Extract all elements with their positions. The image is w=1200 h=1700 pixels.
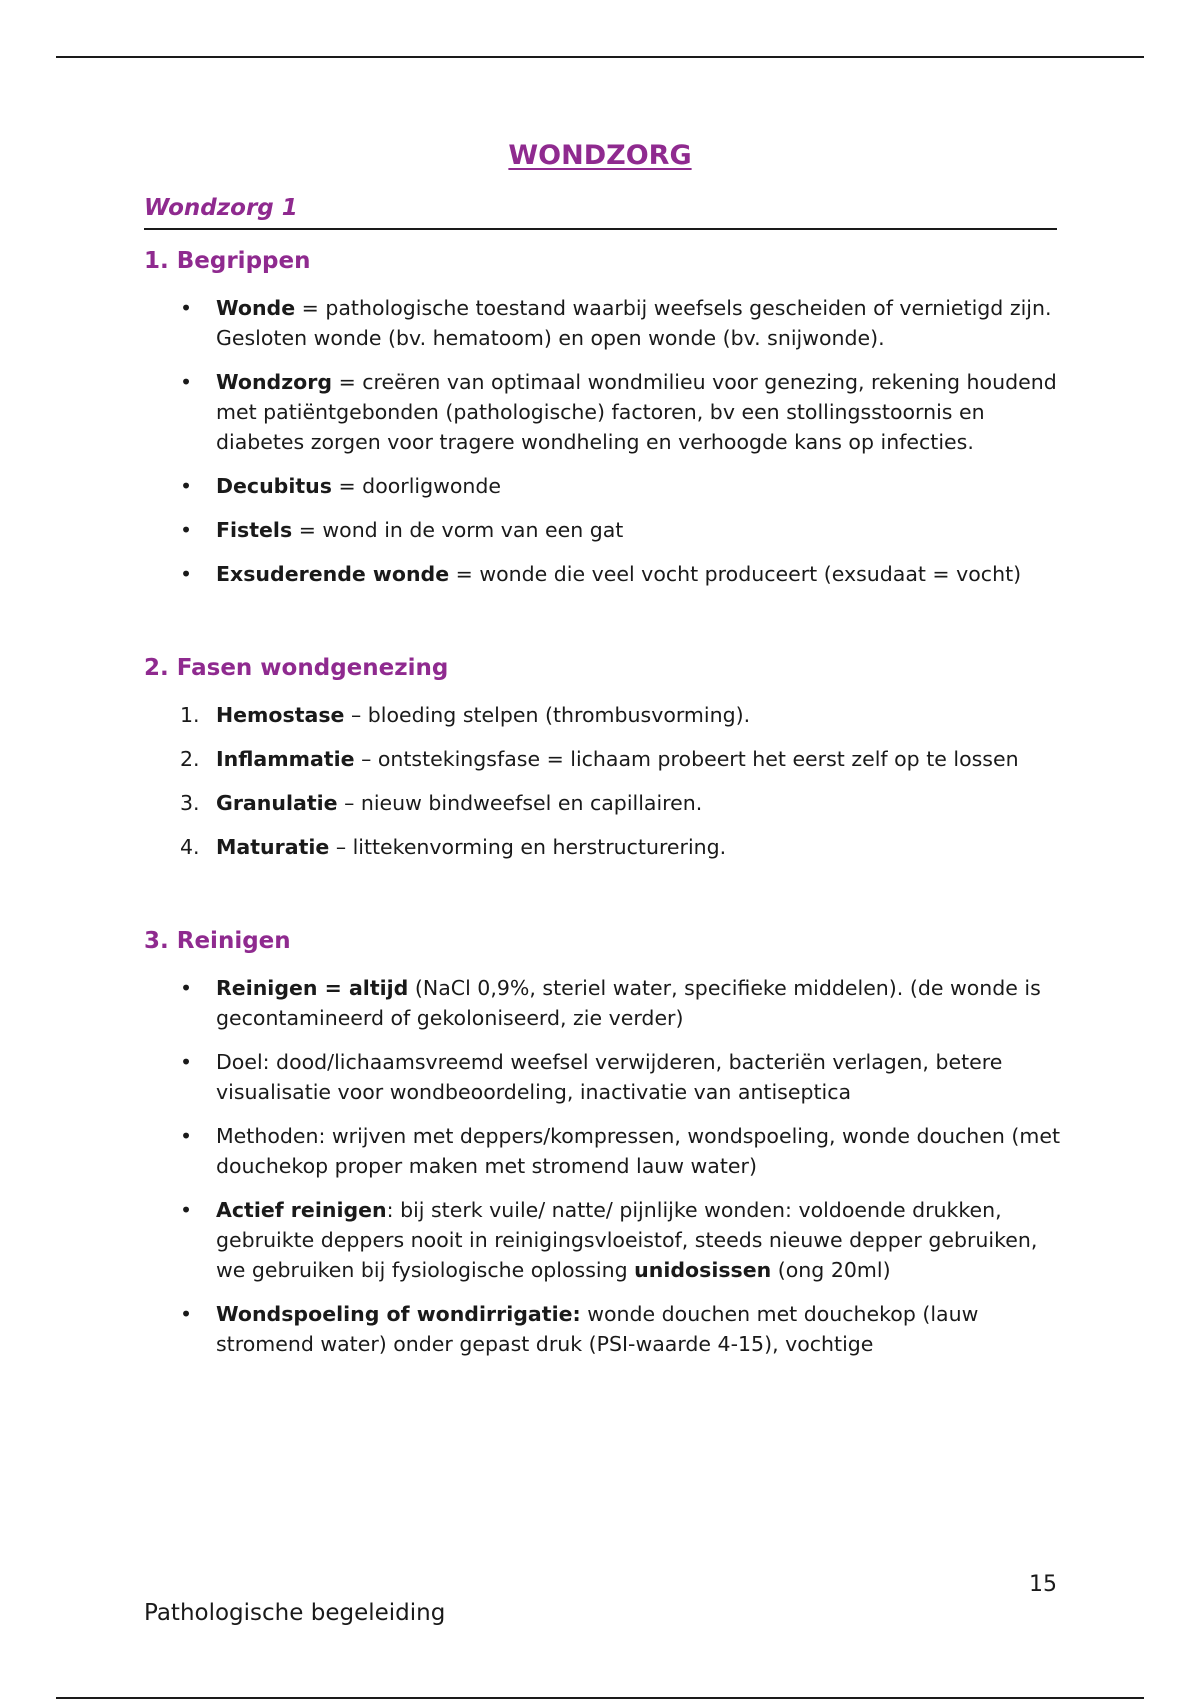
list-item bbox=[144, 515, 1064, 545]
definition: Doel: dood/lichaamsvreemd weefsel verwijderen, bacteriën verlagen, betere visualisatie voor wondbeoordeling, inactivatie van antiseptica bbox=[216, 1050, 1003, 1104]
term: Wonde bbox=[216, 296, 296, 320]
term: Hemostase bbox=[216, 703, 345, 727]
list-item bbox=[144, 1195, 1064, 1285]
list-number: 4. bbox=[180, 835, 200, 859]
bottom-rule bbox=[56, 1697, 1144, 1699]
definition: wonde douchen met douchekop (lauw stromend water) onder gepast druk (PSI-waarde 4-15), vochtige bbox=[216, 1302, 979, 1356]
list-number: 3. bbox=[180, 791, 200, 815]
list-item bbox=[144, 559, 1064, 589]
bullet-icon: • bbox=[180, 296, 193, 320]
term: Reinigen = altijd bbox=[216, 976, 409, 1000]
list-item bbox=[144, 1121, 1064, 1181]
definition-tail: (ong 20ml) bbox=[771, 1258, 891, 1282]
list-number: 1. bbox=[180, 703, 200, 727]
bullet-icon: • bbox=[180, 370, 193, 394]
definition: – littekenvorming en herstructurering. bbox=[329, 835, 727, 859]
list-item bbox=[144, 471, 1064, 501]
page-title: WONDZORG bbox=[508, 140, 692, 171]
term: Maturatie bbox=[216, 835, 330, 859]
bullet-icon: • bbox=[180, 562, 193, 586]
section-heading: 2. Fasen wondgenezing bbox=[144, 655, 449, 681]
bullet-icon: • bbox=[180, 976, 193, 1000]
definition: = wond in de vorm van een gat bbox=[292, 518, 624, 542]
subtitle-rule bbox=[144, 228, 1057, 230]
numbered-list bbox=[144, 700, 1064, 862]
term: Wondzorg bbox=[216, 370, 333, 394]
term: Fistels bbox=[216, 518, 293, 542]
bullet-icon: • bbox=[180, 1050, 193, 1074]
bullet-icon: • bbox=[180, 1124, 193, 1148]
bullet-icon: • bbox=[180, 474, 193, 498]
definition: (NaCl 0,9%, steriel water, specifieke middelen). (de wonde is gecontamineerd of gekoloniseerd, zie verder) bbox=[216, 976, 1041, 1030]
definition: Methoden: wrijven met deppers/kompressen, wondspoeling, wonde douchen (met douchekop proper maken met stromend lauw water) bbox=[216, 1124, 1061, 1178]
bullet-icon: • bbox=[180, 1302, 193, 1326]
list-item bbox=[144, 832, 1064, 862]
bullet-list bbox=[144, 293, 1064, 589]
list-item bbox=[144, 700, 1064, 730]
list-item bbox=[144, 367, 1064, 457]
section-heading: 3. Reinigen bbox=[144, 928, 291, 954]
term: Inflammatie bbox=[216, 747, 355, 771]
list-item bbox=[144, 1047, 1064, 1107]
bullet-icon: • bbox=[180, 1198, 193, 1222]
term: Actief reinigen bbox=[216, 1198, 387, 1222]
section-heading: 1. Begrippen bbox=[144, 248, 311, 274]
definition: – nieuw bindweefsel en capillairen. bbox=[337, 791, 703, 815]
term: Decubitus bbox=[216, 474, 332, 498]
subtitle: Wondzorg 1 bbox=[144, 195, 298, 221]
list-item bbox=[144, 788, 1064, 818]
term: Wondspoeling of wondirrigatie: bbox=[216, 1302, 581, 1326]
definition: = pathologische toestand waarbij weefsels gescheiden of vernietigd zijn. Gesloten wonde (bv. hematoom) en open wonde (bv. snijwonde). bbox=[216, 296, 1052, 350]
bullet-icon: • bbox=[180, 518, 193, 542]
section-begrippen bbox=[144, 246, 1064, 589]
list-number: 2. bbox=[180, 747, 200, 771]
section-fasen-wondgenezing bbox=[144, 653, 1064, 862]
list-item bbox=[144, 744, 1064, 774]
section-reinigen bbox=[144, 926, 1064, 1359]
page-number: 15 bbox=[1029, 1572, 1057, 1597]
term: Granulatie bbox=[216, 791, 338, 815]
definition: = creëren van optimaal wondmilieu voor genezing, rekening houdend met patiëntgebonden (pathologische) factoren, bv een stollingsstoornis en diabetes zorgen voor tragere wondheling en verhoogde kans op infecties. bbox=[216, 370, 1057, 454]
document-body bbox=[144, 246, 1064, 1373]
term-inline: unidosissen bbox=[634, 1258, 772, 1282]
definition: = doorligwonde bbox=[331, 474, 502, 498]
bullet-list bbox=[144, 973, 1064, 1359]
list-item bbox=[144, 973, 1064, 1033]
footer-text: Pathologische begeleiding bbox=[144, 1600, 446, 1626]
list-item bbox=[144, 1299, 1064, 1359]
term: Exsuderende wonde bbox=[216, 562, 450, 586]
definition: : bij sterk vuile/ natte/ pijnlijke wonden: voldoende drukken, gebruikte deppers nooit in reinigingsvloeistof, steeds nieuwe depper gebruiken, we gebruiken bij fysiologische oplossing bbox=[216, 1198, 1038, 1282]
list-item bbox=[144, 293, 1064, 353]
top-rule bbox=[56, 56, 1144, 58]
definition: = wonde die veel vocht produceert (exsudaat = vocht) bbox=[449, 562, 1022, 586]
definition: – bloeding stelpen (thrombusvorming). bbox=[344, 703, 751, 727]
definition: – ontstekingsfase = lichaam probeert het eerst zelf op te lossen bbox=[354, 747, 1019, 771]
